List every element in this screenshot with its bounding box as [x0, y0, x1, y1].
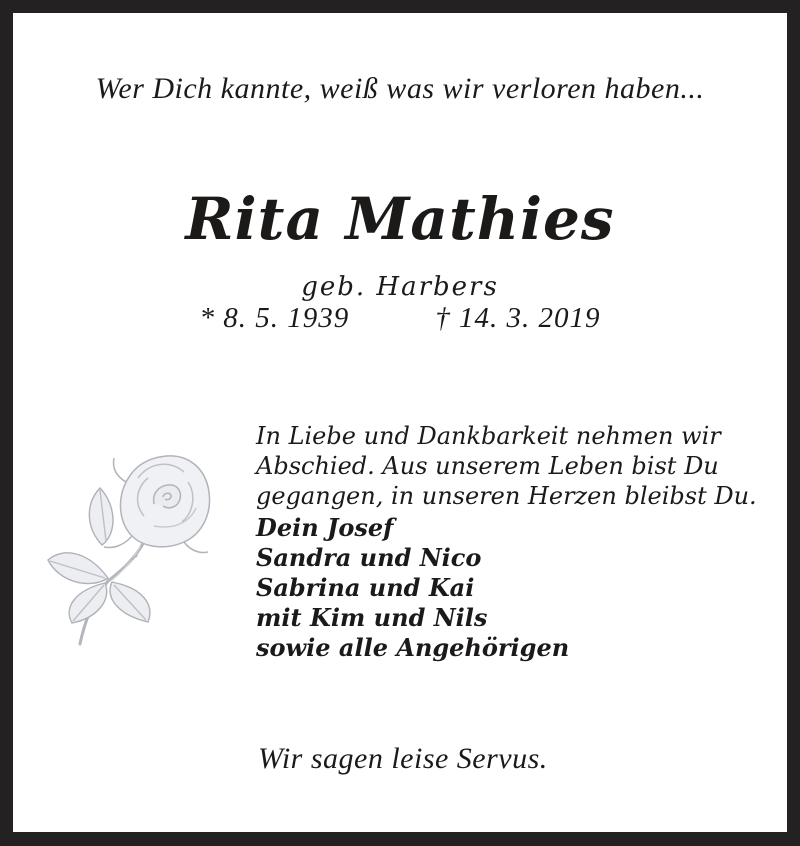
death-date-value: 14. 3. 2019	[459, 302, 601, 334]
frame-border-right	[787, 0, 800, 846]
life-dates	[0, 302, 800, 335]
mourner-line: mit Kim und Nils	[256, 603, 488, 632]
farewell-line: Abschied. Aus unserem Leben bist Du	[256, 452, 719, 480]
frame-border-left	[0, 0, 13, 846]
death-cross-symbol: †	[435, 302, 451, 334]
frame-border-bottom	[0, 832, 800, 846]
farewell-line: gegangen, in unseren Herzen bleibst Du.	[256, 482, 757, 510]
mourner-line: Sandra und Nico	[256, 543, 482, 572]
closing-line: Wir sagen leise Servus.	[258, 742, 548, 775]
frame-border-top	[0, 0, 800, 13]
rose-sketch-illustration	[42, 448, 212, 658]
mourner-line: Dein Josef	[256, 513, 394, 542]
death-date	[435, 302, 600, 334]
farewell-line: In Liebe und Dankbarkeit nehmen wir	[256, 422, 721, 450]
farewell-text	[256, 421, 757, 511]
maiden-name: geb. Harbers	[301, 272, 499, 302]
birth-date	[200, 302, 350, 334]
deceased-name: Rita Mathies	[185, 185, 615, 253]
birth-date-value: 8. 5. 1939	[223, 302, 350, 334]
rose-bloom	[104, 456, 210, 553]
opening-line: Wer Dich kannte, weiß was wir verloren haben...	[95, 72, 705, 105]
mourner-line: sowie alle Angehörigen	[256, 633, 570, 662]
birth-star-symbol: *	[199, 302, 215, 334]
mourners-list	[256, 513, 569, 663]
mourner-line: Sabrina und Kai	[256, 573, 475, 602]
